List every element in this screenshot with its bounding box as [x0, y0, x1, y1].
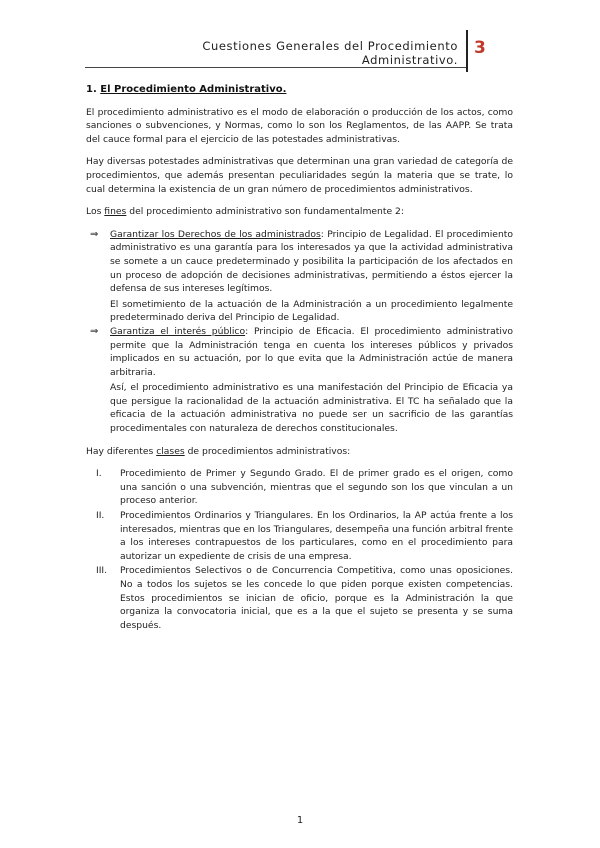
list-item: ⇒ Garantiza el interés público: Principio de Eficacia. El procedimiento administrativo permite que la Administración tenga en cuenta los intereses públicos y privados implicados en su actuación, por lo que evita que la Administración actúe de manera arbitraria. Así, el procedimiento administrativo es una manifestación del Principio de Eficacia ya que persigue la racionalidad de la actuación administrativa. El TC ha señalado que la eficacia de la actuación administrativa no puede ser un sacrificio de las garantías procedimentales con naturaleza de derechos constitucionales.: [90, 325, 513, 435]
fines-keyword: fines: [104, 206, 127, 218]
list-item: [86, 509, 513, 563]
paragraph-fines-intro: Los fines del procedimiento administrativo son fundamentalmente 2:: [86, 206, 404, 218]
roman-numeral: III.: [96, 565, 108, 577]
fin-extra: El sometimiento de la actuación de la Administración a un procedimiento legalmente predeterminado deriva del Principio de Legalidad.: [110, 298, 513, 324]
fin-lead: Garantizar los Derechos de los administrados: [110, 228, 321, 240]
paragraph-definition: El procedimiento administrativo es el modo de elaboración o producción de los actos, como sanciones o subvenciones, y Normas, como lo son los Reglamentos, de las AAPP. Se trata del cauce formal para el ejercicio de las potestades administrativas.: [86, 106, 513, 145]
clase-text: Procedimiento de Primer y Segundo Grado. El de primer grado es el origen, como una sanción o una subvención, mientras que el segundo son los que vinculan a un proceso anterior.: [120, 468, 513, 507]
section-number: 1.: [86, 84, 97, 95]
clases-keyword: clases: [156, 445, 185, 457]
fines-list: [86, 228, 513, 436]
page-number: 1: [296, 815, 304, 826]
list-item: ⇒ Garantizar los Derechos de los administrados: Principio de Legalidad. El procedimiento administrativo es una garantía para los interesados ya que la actividad administrativa se somete a un cauce predeterminado y posibilita la participación de los afectados en un proceso de adopción de decisiones administrativas, permitiendo a éstos ejercer la defensa de sus intereses legítimos. El sometimiento de la actuación de la Administración a un procedimiento legalmente predeterminado deriva del Principio de Legalidad.: [90, 228, 514, 324]
document-body: [86, 83, 513, 633]
header-title: Cuestiones Generales del Procedimiento Administrativo.: [202, 39, 458, 67]
header-rule: [85, 67, 466, 68]
paragraph-clases-intro: Hay diferentes clases de procedimientos administrativos:: [86, 445, 351, 457]
fin-extra: Así, el procedimiento administrativo es una manifestación del Principio de Eficacia ya que persigue la racionalidad de la actuación administrativa. El TC ha señalado que la eficacia de la actuación administrativa no puede ser un sacrificio de las garantías procedimentales con naturaleza de derechos constitucionales.: [110, 382, 513, 435]
header-divider: [466, 30, 468, 72]
clases-list: [86, 467, 513, 632]
chapter-number: 3: [474, 38, 486, 58]
arrow-icon: ⇒: [90, 325, 99, 337]
clase-text: Procedimientos Selectivos o de Concurrencia Competitiva, como unas oposiciones. No a todos los sujetos se les concede lo que piden porque existen competencias. Estos procedimientos se inician de oficio, porque es la Administración la que organiza la convocatoria inicial, que es a la que el sujeto se presenta y se suma después.: [120, 565, 513, 631]
list-item: [86, 467, 513, 508]
arrow-icon: ⇒: [90, 228, 99, 240]
roman-numeral: II.: [96, 510, 105, 522]
roman-numeral: I.: [96, 468, 102, 480]
fin-lead: Garantiza el interés público: [110, 325, 246, 337]
paragraph-potestades: Hay diversas potestades administrativas que determinan una gran variedad de categoría de procedimientos, que además presentan peculiaridades según la materia que se trate, lo cual determina la existencia de un gran número de procedimientos administrativos.: [86, 156, 513, 195]
fin-text: Principio de Eficacia. El procedimiento administrativo permite que la Administración tenga en cuenta los intereses públicos y privados implicados en su actuación, por lo que evita que la Administración actúe de manera arbitraria.: [110, 325, 513, 378]
section-title: El Procedimiento Administrativo.: [100, 84, 287, 95]
clase-text: Procedimientos Ordinarios y Triangulares. En los Ordinarios, la AP actúa frente a los interesados, mientras que en los Triangulares, desempeña una función arbitral frente a los intereses contrapuestos de los particulares, como en el procedimiento para autorizar un expediente de crisis de una empresa.: [120, 510, 513, 562]
section-heading: [86, 83, 513, 97]
fin-text: Principio de Legalidad. El procedimiento administrativo es una garantía para los interesados ya que la actividad administrativa se somete a un cauce predeterminado y posibilita la participación de los afectados en un proceso de adopción de decisiones administrativas, permitiendo a éstos ejercer la defensa de sus intereses legítimos.: [110, 228, 514, 295]
list-item: [86, 564, 513, 632]
